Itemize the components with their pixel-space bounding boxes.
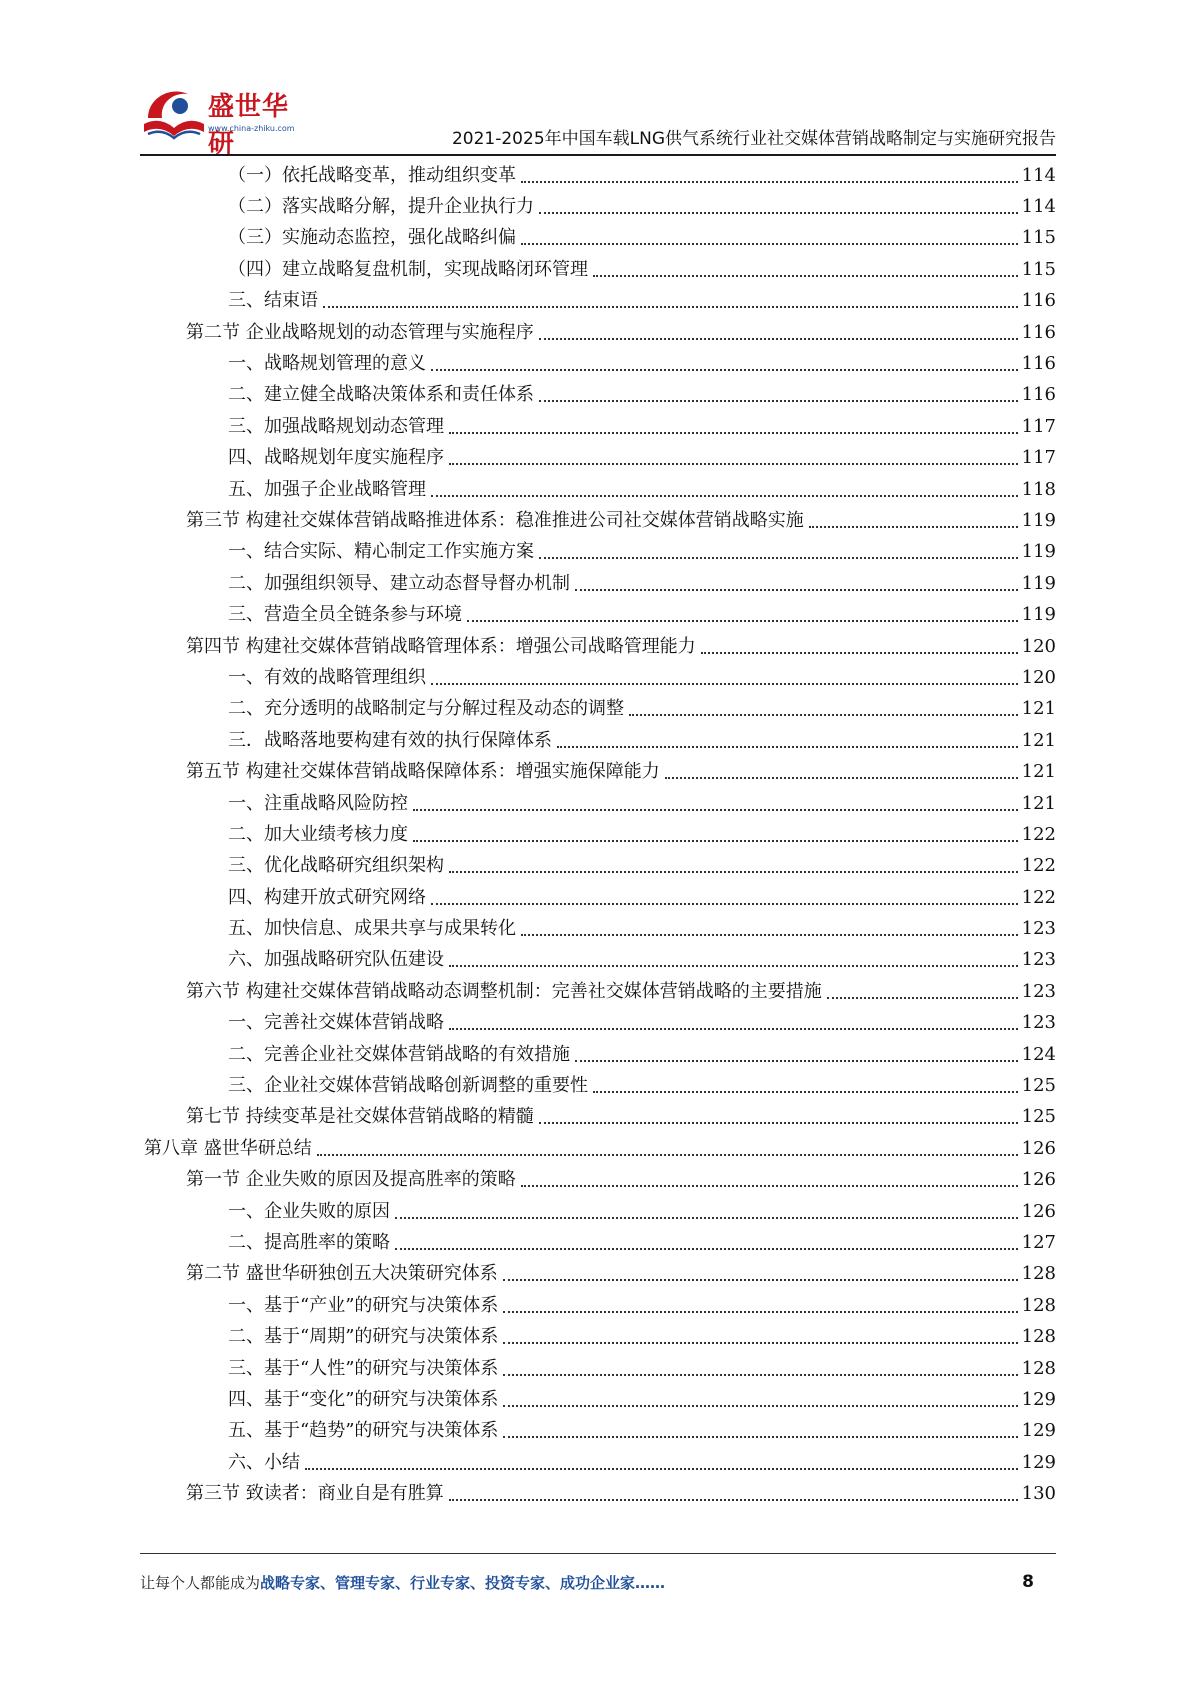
toc-dot-leader bbox=[317, 1154, 1018, 1156]
toc-entry[interactable] bbox=[140, 756, 1056, 787]
toc-entry[interactable] bbox=[140, 1353, 1056, 1384]
toc-entry[interactable] bbox=[140, 1416, 1056, 1447]
toc-entry-label: 一、有效的战略管理组织 bbox=[228, 669, 429, 687]
toc-entry-label: 一、注重战略风险防控 bbox=[228, 795, 411, 813]
toc-entry[interactable] bbox=[140, 348, 1056, 379]
toc-dot-leader bbox=[539, 400, 1018, 402]
toc-entry-label: 五、加快信息、成果共享与成果转化 bbox=[228, 920, 519, 938]
toc-entry-page: 122 bbox=[1021, 886, 1056, 908]
toc-dot-leader bbox=[395, 1217, 1018, 1219]
toc-entry-page: 119 bbox=[1021, 572, 1056, 594]
toc-dot-leader bbox=[539, 1122, 1018, 1124]
toc-entry-page: 115 bbox=[1021, 258, 1056, 280]
toc-entry-page: 125 bbox=[1021, 1106, 1056, 1128]
toc-entry-label: 第五节 构建社交媒体营销战略保障体系：增强实施保障能力 bbox=[186, 763, 663, 781]
toc-dot-leader bbox=[503, 1374, 1017, 1376]
toc-entry-page: 129 bbox=[1021, 1451, 1056, 1473]
toc-entry[interactable] bbox=[140, 725, 1056, 756]
toc-entry[interactable] bbox=[140, 505, 1056, 536]
toc-entry-page: 116 bbox=[1021, 384, 1056, 406]
toc-entry[interactable] bbox=[140, 694, 1056, 725]
toc-entry-label: 三、企业社交媒体营销战略创新调整的重要性 bbox=[228, 1077, 591, 1095]
footer-divider bbox=[140, 1553, 1056, 1554]
toc-entry-page: 120 bbox=[1021, 635, 1056, 657]
toc-entry-label: 一、战略规划管理的意义 bbox=[228, 355, 429, 373]
toc-dot-leader bbox=[503, 1405, 1017, 1407]
toc-dot-leader bbox=[701, 652, 1018, 654]
toc-entry[interactable] bbox=[140, 317, 1056, 348]
toc-dot-leader bbox=[629, 714, 1018, 716]
toc-dot-leader bbox=[539, 212, 1018, 214]
toc-dot-leader bbox=[575, 1060, 1018, 1062]
toc-entry-page: 120 bbox=[1021, 666, 1056, 688]
toc-dot-leader bbox=[395, 1248, 1018, 1250]
toc-entry-label: 三、基于“人性”的研究与决策体系 bbox=[228, 1360, 501, 1378]
toc-entry-page: 122 bbox=[1021, 855, 1056, 877]
toc-entry-page: 114 bbox=[1021, 164, 1056, 186]
company-logo bbox=[140, 80, 310, 159]
toc-dot-leader bbox=[827, 997, 1018, 999]
toc-entry[interactable] bbox=[140, 380, 1056, 411]
toc-entry[interactable] bbox=[140, 1165, 1056, 1196]
toc-dot-leader bbox=[665, 777, 1018, 779]
toc-entry-label: （二）落实战略分解，提升企业执行力 bbox=[228, 198, 537, 216]
toc-entry[interactable] bbox=[140, 1321, 1056, 1352]
toc-entry-page: 119 bbox=[1021, 541, 1056, 563]
toc-entry-label: 第六节 构建社交媒体营销战略动态调整机制：完善社交媒体营销战略的主要措施 bbox=[186, 983, 825, 1001]
toc-dot-leader bbox=[449, 871, 1018, 873]
toc-entry-page: 116 bbox=[1021, 353, 1056, 375]
footer-slogan-highlight: 战略专家、管理专家、行业专家、投资专家、成功企业家…… bbox=[260, 1574, 666, 1592]
toc-entry-label: 第一节 企业失败的原因及提高胜率的策略 bbox=[186, 1171, 519, 1189]
toc-entry-label: 二、建立健全战略决策体系和责任体系 bbox=[228, 386, 537, 404]
toc-entry[interactable] bbox=[140, 976, 1056, 1007]
toc-dot-leader bbox=[449, 965, 1018, 967]
toc-entry-page: 130 bbox=[1021, 1483, 1056, 1505]
toc-entry-label: 第四节 构建社交媒体营销战略管理体系：增强公司战略管理能力 bbox=[186, 638, 699, 656]
toc-dot-leader bbox=[431, 903, 1018, 905]
toc-entry[interactable] bbox=[140, 191, 1056, 222]
toc-entry-label: 二、加大业绩考核力度 bbox=[228, 826, 411, 844]
toc-entry-page: 129 bbox=[1021, 1388, 1056, 1410]
toc-entry-page: 117 bbox=[1021, 415, 1056, 437]
toc-entry[interactable] bbox=[140, 1133, 1056, 1164]
toc-entry[interactable] bbox=[140, 1447, 1056, 1478]
toc-entry[interactable] bbox=[140, 286, 1056, 317]
toc-entry-page: 121 bbox=[1021, 698, 1056, 720]
toc-entry[interactable] bbox=[140, 1102, 1056, 1133]
toc-entry-page: 128 bbox=[1021, 1294, 1056, 1316]
toc-entry-label: 二、加强组织领导、建立动态督导督办机制 bbox=[228, 575, 573, 593]
toc-dot-leader bbox=[539, 557, 1018, 559]
toc-entry-label: （三）实施动态监控，强化战略纠偏 bbox=[228, 229, 519, 247]
page-header bbox=[140, 78, 1056, 158]
table-of-contents bbox=[140, 160, 1056, 1510]
toc-entry-page: 128 bbox=[1021, 1357, 1056, 1379]
toc-dot-leader bbox=[521, 1185, 1018, 1187]
toc-entry-page: 121 bbox=[1021, 729, 1056, 751]
logo-mark-icon bbox=[140, 80, 210, 150]
toc-entry[interactable] bbox=[140, 913, 1056, 944]
toc-dot-leader bbox=[521, 934, 1018, 936]
toc-entry-page: 123 bbox=[1021, 980, 1056, 1002]
toc-dot-leader bbox=[593, 275, 1018, 277]
toc-entry-page: 121 bbox=[1021, 761, 1056, 783]
toc-entry[interactable] bbox=[140, 443, 1056, 474]
toc-entry[interactable] bbox=[140, 1039, 1056, 1070]
toc-dot-leader bbox=[413, 840, 1018, 842]
toc-dot-leader bbox=[323, 306, 1018, 308]
toc-entry-label: 二、基于“周期”的研究与决策体系 bbox=[228, 1328, 501, 1346]
toc-entry-page: 123 bbox=[1021, 949, 1056, 971]
toc-entry-label: 三、优化战略研究组织架构 bbox=[228, 857, 447, 875]
toc-entry-label: 四、战略规划年度实施程序 bbox=[228, 449, 447, 467]
header-divider bbox=[140, 154, 1056, 156]
toc-entry-label: 六、加强战略研究队伍建设 bbox=[228, 951, 447, 969]
toc-entry-page: 122 bbox=[1021, 823, 1056, 845]
toc-dot-leader bbox=[449, 463, 1018, 465]
toc-dot-leader bbox=[503, 1342, 1017, 1344]
toc-entry-label: 第七节 持续变革是社交媒体营销战略的精髓 bbox=[186, 1108, 537, 1126]
toc-dot-leader bbox=[431, 495, 1018, 497]
toc-entry-label: 第三节 构建社交媒体营销战略推进体系：稳准推进公司社交媒体营销战略实施 bbox=[186, 512, 807, 530]
toc-entry[interactable] bbox=[140, 1384, 1056, 1415]
toc-entry[interactable] bbox=[140, 599, 1056, 630]
toc-entry[interactable] bbox=[140, 223, 1056, 254]
toc-entry-label: 五、加强子企业战略管理 bbox=[228, 481, 429, 499]
toc-entry-label: 六、小结 bbox=[228, 1454, 303, 1472]
toc-entry-label: 四、基于“变化”的研究与决策体系 bbox=[228, 1391, 501, 1409]
toc-dot-leader bbox=[431, 369, 1018, 371]
toc-entry-label: （四）建立战略复盘机制，实现战略闭环管理 bbox=[228, 261, 591, 279]
toc-entry-page: 127 bbox=[1021, 1231, 1056, 1253]
toc-entry-page: 121 bbox=[1021, 792, 1056, 814]
toc-dot-leader bbox=[503, 1279, 1018, 1281]
toc-entry-page: 126 bbox=[1021, 1137, 1056, 1159]
toc-entry-label: 四、构建开放式研究网络 bbox=[228, 889, 429, 907]
toc-entry[interactable] bbox=[140, 1196, 1056, 1227]
toc-entry[interactable] bbox=[140, 851, 1056, 882]
logo-url: www.china-zhiku.com bbox=[208, 124, 295, 133]
toc-dot-leader bbox=[521, 181, 1018, 183]
footer-slogan-prefix: 让每个人都能成为 bbox=[140, 1574, 261, 1592]
toc-entry[interactable] bbox=[140, 1227, 1056, 1258]
toc-dot-leader bbox=[539, 338, 1018, 340]
toc-dot-leader bbox=[305, 1468, 1018, 1470]
toc-entry[interactable] bbox=[140, 1290, 1056, 1321]
toc-entry[interactable] bbox=[140, 254, 1056, 285]
toc-entry-page: 126 bbox=[1021, 1169, 1056, 1191]
toc-entry-page: 128 bbox=[1021, 1326, 1056, 1348]
toc-entry-page: 123 bbox=[1021, 1012, 1056, 1034]
toc-entry-label: 三、加强战略规划动态管理 bbox=[228, 418, 447, 436]
toc-entry[interactable] bbox=[140, 160, 1056, 191]
toc-entry-page: 115 bbox=[1021, 227, 1056, 249]
toc-entry-page: 129 bbox=[1021, 1420, 1056, 1442]
toc-entry-label: 三、营造全员全链条参与环境 bbox=[228, 606, 465, 624]
toc-entry-label: 一、结合实际、精心制定工作实施方案 bbox=[228, 543, 537, 561]
toc-dot-leader bbox=[449, 432, 1018, 434]
toc-dot-leader bbox=[809, 526, 1018, 528]
toc-dot-leader bbox=[467, 620, 1018, 622]
toc-dot-leader bbox=[449, 1499, 1018, 1501]
toc-entry-label: （一）依托战略变革，推动组织变革 bbox=[228, 167, 519, 185]
toc-dot-leader bbox=[575, 589, 1018, 591]
toc-entry[interactable] bbox=[140, 411, 1056, 442]
toc-entry[interactable] bbox=[140, 1070, 1056, 1101]
toc-entry-label: 第二节 盛世华研独创五大决策研究体系 bbox=[186, 1265, 501, 1283]
toc-entry-page: 126 bbox=[1021, 1200, 1056, 1222]
toc-entry-label: 一、完善社交媒体营销战略 bbox=[228, 1014, 447, 1032]
toc-entry-page: 116 bbox=[1021, 321, 1056, 343]
page-footer bbox=[140, 1572, 1056, 1598]
toc-entry[interactable] bbox=[140, 1259, 1056, 1290]
toc-dot-leader bbox=[449, 1028, 1018, 1030]
toc-entry[interactable] bbox=[140, 788, 1056, 819]
toc-entry-page: 124 bbox=[1021, 1043, 1056, 1065]
toc-entry-label: 二、充分透明的战略制定与分解过程及动态的调整 bbox=[228, 700, 627, 718]
toc-entry-page: 116 bbox=[1021, 290, 1056, 312]
toc-entry-label: 一、企业失败的原因 bbox=[228, 1203, 393, 1221]
toc-entry-label: 第八章 盛世华研总结 bbox=[144, 1140, 315, 1158]
toc-entry[interactable] bbox=[140, 882, 1056, 913]
toc-entry[interactable] bbox=[140, 945, 1056, 976]
toc-dot-leader bbox=[503, 1436, 1017, 1438]
toc-entry[interactable] bbox=[140, 474, 1056, 505]
toc-dot-leader bbox=[431, 683, 1018, 685]
toc-dot-leader bbox=[503, 1311, 1017, 1313]
toc-entry[interactable] bbox=[140, 1478, 1056, 1509]
toc-entry-label: 三．战略落地要构建有效的执行保障体系 bbox=[228, 732, 555, 750]
toc-entry[interactable] bbox=[140, 1008, 1056, 1039]
page-number: 8 bbox=[1022, 1572, 1034, 1592]
toc-entry-label: 二、提高胜率的策略 bbox=[228, 1234, 393, 1252]
toc-entry-page: 118 bbox=[1021, 478, 1056, 500]
toc-entry-page: 125 bbox=[1021, 1075, 1056, 1097]
toc-entry-label: 第二节 企业战略规划的动态管理与实施程序 bbox=[186, 324, 537, 342]
report-title: 2021-2025年中国车载LNG供气系统行业社交媒体营销战略制定与实施研究报告 bbox=[451, 129, 1056, 149]
toc-dot-leader bbox=[521, 243, 1018, 245]
toc-entry-label: 三、结束语 bbox=[228, 292, 321, 310]
toc-entry-label: 一、基于“产业”的研究与决策体系 bbox=[228, 1297, 501, 1315]
toc-entry-label: 第三节 致读者：商业自是有胜算 bbox=[186, 1485, 447, 1503]
toc-dot-leader bbox=[413, 809, 1018, 811]
toc-entry-page: 128 bbox=[1021, 1263, 1056, 1285]
toc-dot-leader bbox=[557, 746, 1018, 748]
toc-entry-page: 117 bbox=[1021, 447, 1056, 469]
toc-entry-page: 119 bbox=[1021, 509, 1056, 531]
toc-entry-page: 123 bbox=[1021, 918, 1056, 940]
toc-entry[interactable] bbox=[140, 631, 1056, 662]
toc-dot-leader bbox=[593, 1091, 1018, 1093]
toc-entry[interactable] bbox=[140, 662, 1056, 693]
logo-text: 盛世华研 bbox=[208, 92, 290, 159]
toc-entry-page: 114 bbox=[1021, 196, 1056, 218]
toc-entry[interactable] bbox=[140, 568, 1056, 599]
toc-entry-page: 119 bbox=[1021, 604, 1056, 626]
toc-entry[interactable] bbox=[140, 819, 1056, 850]
toc-entry-label: 五、基于“趋势”的研究与决策体系 bbox=[228, 1422, 501, 1440]
toc-entry-label: 二、完善企业社交媒体营销战略的有效措施 bbox=[228, 1046, 573, 1064]
toc-entry[interactable] bbox=[140, 537, 1056, 568]
